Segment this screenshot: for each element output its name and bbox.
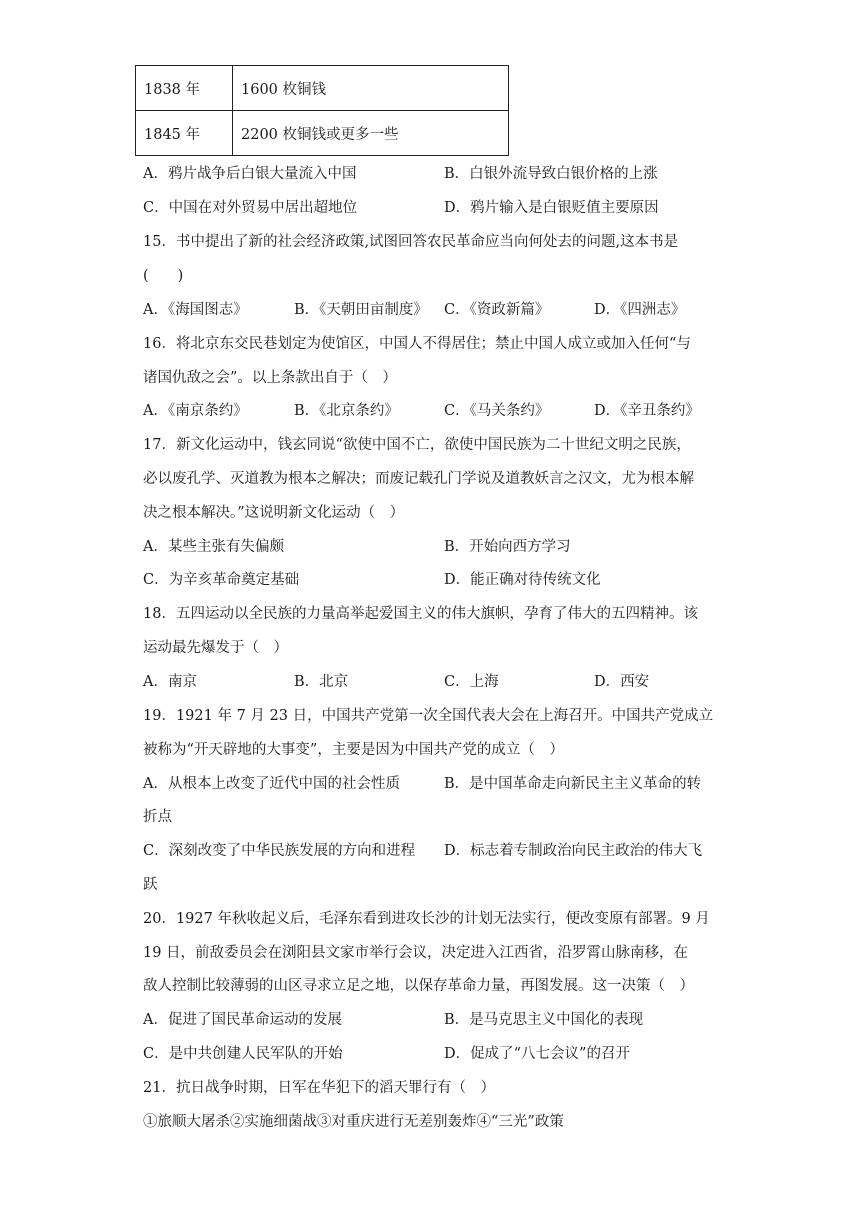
q17-stem-line1: 17．新文化运动中，钱玄同说“欲使中国不亡，欲使中国民族为二十世纪文明之民族， xyxy=(143,437,691,453)
q18-stem-line1: 18．五四运动以全民族的力量高举起爱国主义的伟大旗帜，孕育了伟大的五四精神。该 xyxy=(143,606,698,622)
q19-option-b-cont: 折点 xyxy=(143,809,172,825)
q17-option-b: B．开始向西方学习 xyxy=(444,539,571,555)
q15-stem-line1: 15．书中提出了新的社会经济政策,试图回答农民革命应当向何处去的问题,这本书是 xyxy=(143,234,679,250)
q18-option-b: B．北京 xyxy=(294,674,349,690)
q16-option-c: C．《马关条约》 xyxy=(444,403,550,419)
q16-option-d: D．《辛丑条约》 xyxy=(594,403,700,419)
q20-option-b: B．是马克思主义中国化的表现 xyxy=(444,1012,644,1028)
q17-option-a: A．某些主张有失偏颇 xyxy=(143,539,284,555)
q21-stem-line1: 21．抗日战争时期，日军在华犯下的滔天罪行有（ ） xyxy=(143,1080,495,1096)
q16-option-b: B．《北京条约》 xyxy=(294,403,399,419)
q19-option-c: C．深刻改变了中华民族发展的方向和进程 xyxy=(143,843,416,859)
q17-stem-line2: 必以废孔学、灭道教为根本之解决；而废记载孔门学说及道教妖言之汉文，尤为根本解 xyxy=(143,471,694,487)
q17-stem-line3: 决之根本解决。”这说明新文化运动（ ） xyxy=(143,505,405,521)
q18-option-d: D．西安 xyxy=(594,674,650,690)
q16-stem-line2: 诸国仇敌之会”。以上条款出自于（ ） xyxy=(143,370,397,386)
q16-option-a: A．《南京条约》 xyxy=(143,403,248,419)
q20-stem-line3: 敌人控制比较薄弱的山区寻求立足之地，以保存革命力量，再图发展。这一决策（ ） xyxy=(143,978,694,994)
q20-option-a: A．促进了国民革命运动的发展 xyxy=(143,1012,342,1028)
q19-option-d-cont: 跃 xyxy=(143,877,158,893)
q19-option-b: B．是中国革命走向新民主主义革命的转 xyxy=(444,776,702,792)
q18-option-c: C．上海 xyxy=(444,674,499,690)
q21-stem-line2: ①旅顺大屠杀②实施细菌战③对重庆进行无差别轰炸④“三光”政策 xyxy=(143,1114,564,1130)
q14-option-c: C．中国在对外贸易中居出超地位 xyxy=(143,200,358,216)
q14-option-b: B．白银外流导致白银价格的上涨 xyxy=(444,166,658,182)
q20-option-c: C．是中共创建人民军队的开始 xyxy=(143,1046,343,1062)
q15-stem-line2: ( ) xyxy=(143,268,184,284)
q19-option-a: A．从根本上改变了近代中国的社会性质 xyxy=(143,776,400,792)
table-row xyxy=(136,66,509,111)
q20-stem-line1: 20．1927 年秋收起义后，毛泽东看到进攻长沙的计划无法实行，便改变原有部署。9 月 xyxy=(143,911,710,927)
price-table xyxy=(135,65,509,156)
q19-stem-line2: 被称为“开天辟地的大事变”，主要是因为中国共产党的成立（ ） xyxy=(143,742,564,758)
q19-option-d: D．标志着专制政治向民主政治的伟大飞 xyxy=(444,843,703,859)
q17-option-c: C．为辛亥革命奠定基础 xyxy=(143,572,300,588)
table-row xyxy=(136,111,509,156)
q15-option-b: B．《天朝田亩制度》 xyxy=(294,302,428,318)
q15-option-c: C．《资政新篇》 xyxy=(444,302,550,318)
q18-stem-line2: 运动最先爆发于（ ） xyxy=(143,640,288,656)
table-cell-value: 1600 枚铜钱 xyxy=(233,66,509,111)
table-cell-year: 1845 年 xyxy=(136,111,233,156)
q15-option-a: A．《海国图志》 xyxy=(143,302,248,318)
q20-option-d: D．促成了“八七会议”的召开 xyxy=(444,1046,630,1062)
q16-stem-line1: 16．将北京东交民巷划定为使馆区，中国人不得居住；禁止中国人成立或加入任何“与 xyxy=(143,336,691,352)
q14-option-a: A．鸦片战争后白银大量流入中国 xyxy=(143,166,357,182)
q15-option-d: D．《四洲志》 xyxy=(594,302,686,318)
table-cell-year: 1838 年 xyxy=(136,66,233,111)
q14-option-d: D．鸦片输入是白银贬值主要原因 xyxy=(444,200,659,216)
q20-stem-line2: 19 日，前敌委员会在浏阳县文家市举行会议，决定进入江西省，沿罗霄山脉南移，在 xyxy=(143,945,689,961)
q18-option-a: A．南京 xyxy=(143,674,197,690)
table-cell-value: 2200 枚铜钱或更多一些 xyxy=(233,111,509,156)
q17-option-d: D．能正确对待传统文化 xyxy=(444,572,601,588)
q19-stem-line1: 19．1921 年 7 月 23 日，中国共产党第一次全国代表大会在上海召开。中国共产党成立 xyxy=(143,708,714,724)
